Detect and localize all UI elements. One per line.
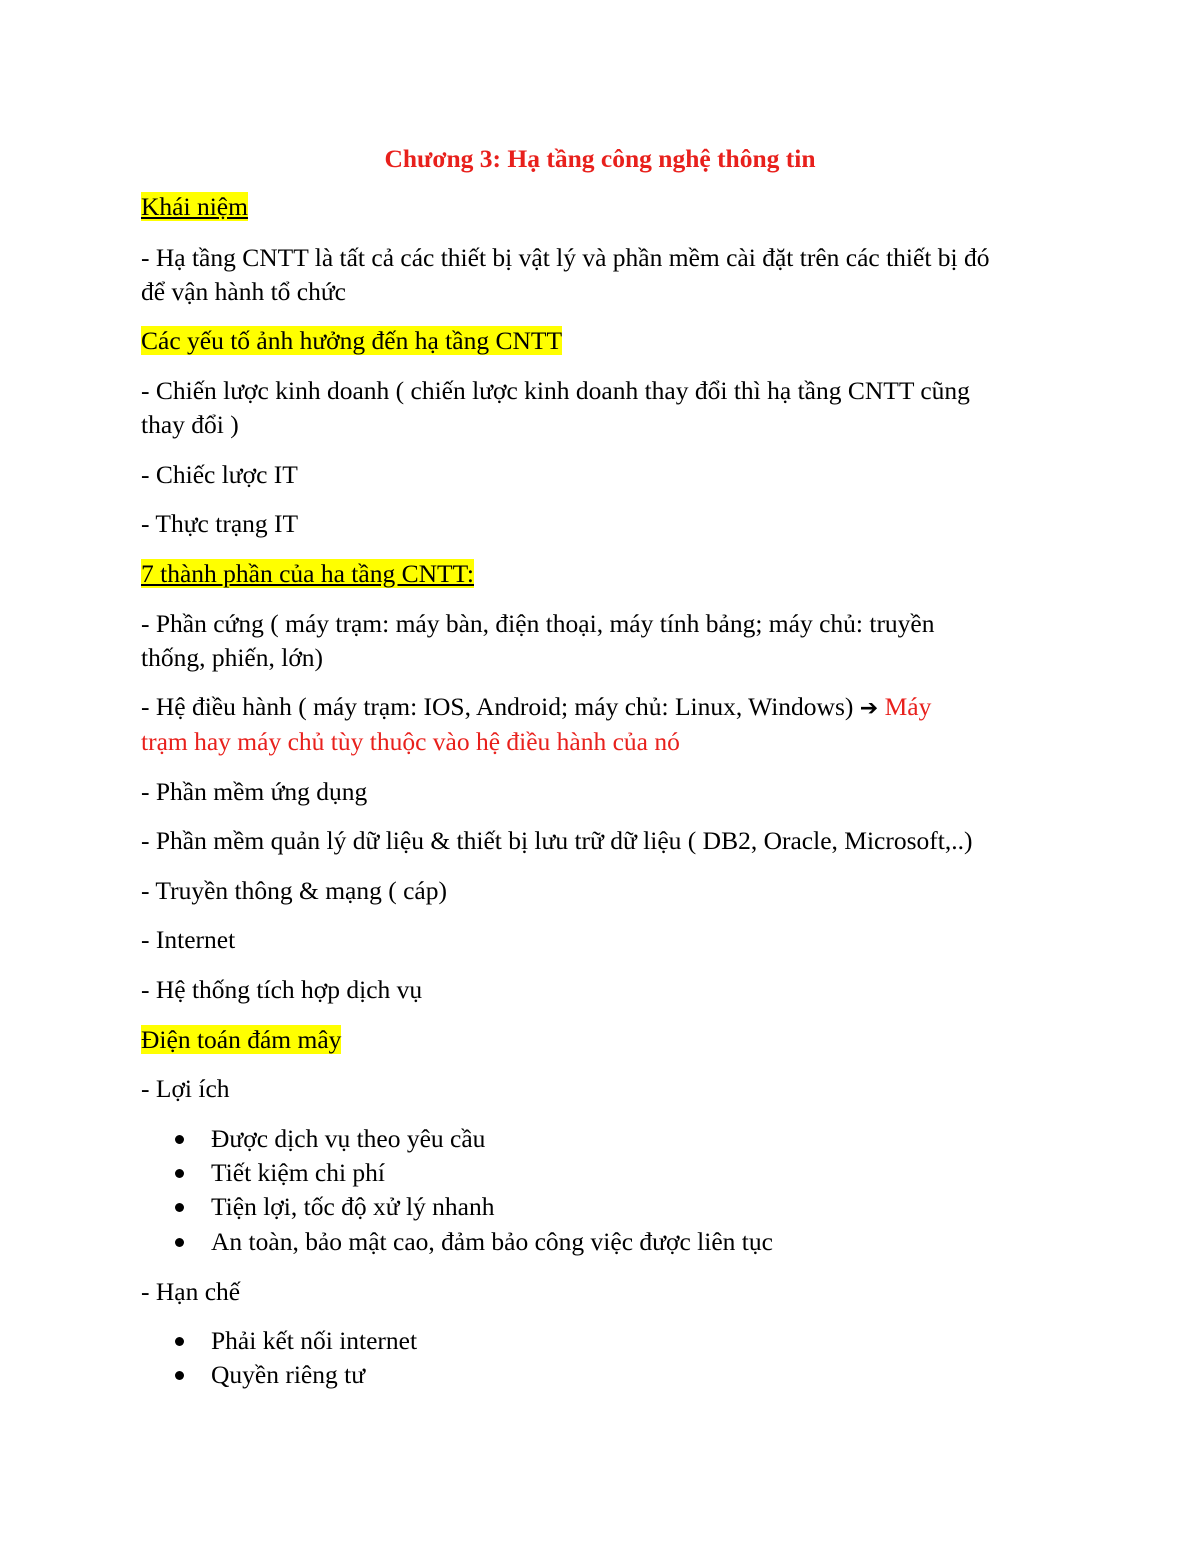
text-line-os: - Hệ điều hành ( máy trạm: IOS, Android; máy chủ: Linux, Windows) ➔ Máy — [141, 692, 932, 721]
bullet-icon — [175, 1169, 184, 1178]
section-heading-yeu-to: Các yếu tố ảnh hưởng đến hạ tầng CNTT — [141, 326, 563, 355]
section-heading-khai-niem: Khái niệm — [141, 192, 248, 221]
list-item: An toàn, bảo mật cao, đảm bảo công việc được liên tục — [211, 1227, 773, 1256]
text-line: - Hệ thống tích hợp dịch vụ — [141, 975, 423, 1004]
section-heading-dien-toan: Điện toán đám mây — [141, 1025, 342, 1054]
bullet-icon — [175, 1238, 184, 1247]
text-line: - Chiếc lược IT — [141, 460, 298, 489]
text-line: - Truyền thông & mạng ( cáp) — [141, 876, 447, 905]
text-line: - Chiến lược kinh doanh ( chiến lược kinh doanh thay đổi thì hạ tầng CNTT cũng — [141, 376, 970, 405]
bullet-icon — [175, 1135, 184, 1144]
list-item: Phải kết nối internet — [211, 1326, 418, 1355]
text-line: - Lợi ích — [141, 1074, 230, 1103]
text-line: - Hạ tầng CNTT là tất cả các thiết bị vật lý và phần mềm cài đặt trên các thiết bị đó — [141, 243, 990, 272]
arrow-right-icon: ➔ — [859, 696, 879, 721]
list-item: Được dịch vụ theo yêu cầu — [211, 1124, 486, 1153]
bullet-icon — [175, 1203, 184, 1212]
list-item: Tiết kiệm chi phí — [211, 1158, 386, 1187]
text-line-red: trạm hay máy chủ tùy thuộc vào hệ điều hành của nó — [141, 727, 680, 756]
text-line: - Phần cứng ( máy trạm: máy bàn, điện thoại, máy tính bảng; máy chủ: truyền — [141, 609, 935, 638]
text-line: - Hạn chế — [141, 1277, 241, 1306]
list-item: Quyền riêng tư — [211, 1360, 366, 1389]
text-line: - Thực trạng IT — [141, 509, 299, 538]
text-line: thay đổi ) — [141, 410, 239, 439]
section-heading-thanh-phan: 7 thành phần của ha tầng CNTT: — [141, 559, 474, 588]
bullet-icon — [175, 1371, 184, 1380]
text-line: - Phần mềm ứng dụng — [141, 777, 368, 806]
text-line: - Phần mềm quản lý dữ liệu & thiết bị lưu trữ dữ liệu ( DB2, Oracle, Microsoft,..) — [141, 826, 973, 855]
text-line: để vận hành tổ chức — [141, 277, 346, 306]
text-line: thống, phiến, lớn) — [141, 643, 324, 672]
list-item: Tiện lợi, tốc độ xử lý nhanh — [211, 1192, 495, 1221]
bullet-icon — [175, 1337, 184, 1346]
text-line: - Internet — [141, 925, 236, 954]
page-title: Chương 3: Hạ tầng công nghệ thông tin — [384, 144, 816, 173]
